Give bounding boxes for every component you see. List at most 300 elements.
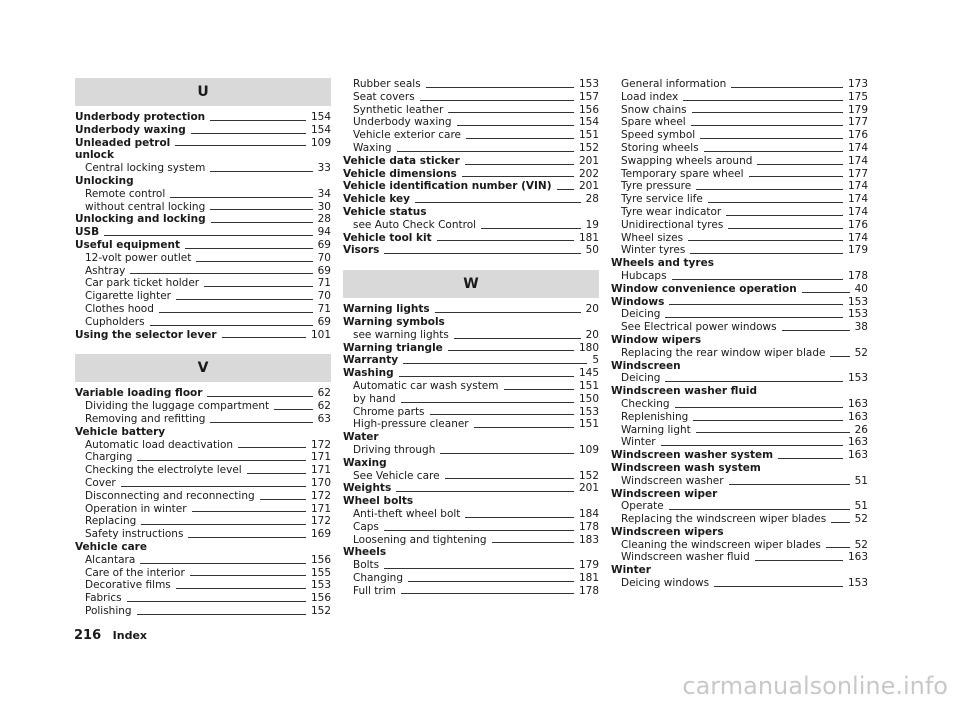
index-subentry[interactable]: [75, 439, 331, 452]
page-reference[interactable]: 172: [310, 489, 331, 502]
index-subentry[interactable]: [343, 585, 599, 598]
page-reference[interactable]: 174: [847, 193, 868, 206]
index-subentry[interactable]: [611, 321, 868, 334]
index-entry: [343, 206, 599, 219]
page-reference[interactable]: 171: [310, 502, 331, 515]
page-reference[interactable]: 179: [578, 559, 599, 572]
leader-line: [175, 145, 306, 146]
page-reference[interactable]: 33: [317, 162, 331, 175]
page-reference[interactable]: 163: [847, 449, 868, 462]
leader-line: [176, 299, 313, 300]
page-reference[interactable]: 157: [578, 90, 599, 103]
page-reference[interactable]: 177: [847, 116, 868, 129]
page-reference[interactable]: 163: [847, 551, 868, 564]
index-subentry[interactable]: [611, 347, 868, 360]
entry-term: Full trim: [353, 584, 396, 597]
entry-term: USB: [75, 226, 100, 239]
entry-term: Safety instructions: [85, 528, 184, 541]
page-reference[interactable]: 153: [847, 372, 868, 385]
entry-term: Synthetic leather: [353, 103, 444, 116]
page-reference[interactable]: 150: [578, 392, 599, 405]
entry-term: Winter tyres: [621, 244, 686, 257]
index-subentry[interactable]: [611, 129, 868, 142]
page-reference[interactable]: 177: [847, 167, 868, 180]
index-entry[interactable]: [611, 449, 868, 462]
page-reference[interactable]: 169: [310, 528, 331, 541]
page-reference[interactable]: 145: [578, 367, 599, 380]
entry-term: Warranty: [343, 354, 399, 367]
leader-line: [457, 125, 574, 126]
leader-line: [826, 547, 850, 548]
index-subentry[interactable]: [75, 252, 331, 265]
page-reference[interactable]: 151: [578, 129, 599, 142]
entry-term: Vehicle care: [75, 540, 147, 553]
index-subentry[interactable]: [343, 508, 599, 521]
index-subentry[interactable]: [343, 572, 599, 585]
page-reference[interactable]: 51: [854, 474, 868, 487]
entry-term: see warning lights: [353, 328, 449, 341]
index-subentry[interactable]: [611, 78, 868, 91]
page-reference[interactable]: 172: [310, 515, 331, 528]
page-reference[interactable]: 51: [854, 500, 868, 513]
index-subentry[interactable]: [343, 521, 599, 534]
leader-line: [445, 478, 574, 479]
index-subentry[interactable]: [343, 470, 599, 483]
page-reference[interactable]: 163: [847, 436, 868, 449]
page-reference[interactable]: 19: [585, 218, 599, 231]
index-subentry[interactable]: [343, 444, 599, 457]
entry-term: Windscreen washer fluid: [621, 551, 750, 564]
page-reference[interactable]: 179: [847, 103, 868, 116]
leader-line: [247, 473, 306, 474]
leader-line: [238, 447, 306, 448]
index-entry[interactable]: [75, 111, 331, 124]
index-entry[interactable]: [75, 239, 331, 252]
leader-line: [557, 189, 574, 190]
entry-term: Central locking system: [85, 162, 206, 175]
entry-term: Windscreen wiper: [611, 487, 718, 500]
index-subentry[interactable]: [611, 577, 868, 590]
leader-line: [159, 312, 313, 313]
index-subentry[interactable]: [343, 406, 599, 419]
entry-term: Deicing windows: [621, 577, 710, 590]
index-subentry[interactable]: [75, 592, 331, 605]
page-reference[interactable]: 163: [847, 397, 868, 410]
page-reference[interactable]: 154: [310, 111, 331, 123]
entry-term: High-pressure cleaner: [353, 418, 469, 431]
index-subentry[interactable]: [75, 515, 331, 528]
page-reference[interactable]: 20: [585, 303, 599, 316]
leader-line: [481, 228, 581, 229]
leader-line: [454, 338, 581, 339]
page-reference[interactable]: 71: [317, 277, 331, 290]
index-subentry[interactable]: [75, 477, 331, 490]
entry-term: Cupholders: [85, 315, 145, 328]
page-reference[interactable]: 156: [310, 592, 331, 605]
index-subentry[interactable]: [611, 513, 868, 526]
leader-line: [440, 453, 574, 454]
page-reference[interactable]: 153: [310, 579, 331, 592]
index-entry: [75, 426, 331, 439]
leader-line: [384, 530, 574, 531]
index-entry[interactable]: [343, 232, 599, 245]
index-subentry[interactable]: [343, 91, 599, 104]
index-subentry[interactable]: [343, 142, 599, 155]
page-reference[interactable]: 26: [854, 423, 868, 436]
index-entry[interactable]: [75, 387, 331, 400]
page-reference[interactable]: 151: [578, 418, 599, 431]
page-reference[interactable]: 180: [578, 341, 599, 354]
entry-term: Tyre wear indicator: [621, 205, 722, 218]
index-subentry[interactable]: [75, 579, 331, 592]
page-reference[interactable]: 174: [847, 231, 868, 244]
page-reference[interactable]: 52: [854, 538, 868, 551]
page-reference[interactable]: 5: [592, 354, 599, 367]
leader-line: [729, 484, 850, 485]
index-subentry[interactable]: [611, 206, 868, 219]
index-subentry[interactable]: [611, 308, 868, 321]
leader-line: [669, 509, 850, 510]
page-reference[interactable]: 172: [310, 438, 331, 451]
index-subentry[interactable]: [611, 270, 868, 283]
leader-line: [274, 409, 312, 410]
entry-term: Storing wheels: [621, 141, 699, 154]
leader-line: [448, 112, 574, 113]
page-reference[interactable]: 170: [310, 476, 331, 489]
index-subentry[interactable]: [75, 400, 331, 413]
index-subentry[interactable]: [611, 475, 868, 488]
page-reference[interactable]: 153: [847, 295, 868, 308]
page-reference[interactable]: 202: [578, 167, 599, 180]
entry-term: Fabrics: [85, 592, 122, 605]
page-reference[interactable]: 62: [317, 400, 331, 413]
leader-line: [210, 209, 312, 210]
index-subentry[interactable]: [611, 193, 868, 206]
entry-term: Wheels: [343, 546, 387, 559]
index-entry[interactable]: [343, 482, 599, 495]
leader-line: [210, 422, 312, 423]
page-reference[interactable]: 201: [578, 482, 599, 495]
page-reference[interactable]: 174: [847, 141, 868, 154]
index-subentry[interactable]: [611, 436, 868, 449]
index-entry[interactable]: [343, 168, 599, 181]
index-column-3: [611, 78, 868, 590]
page-reference[interactable]: 40: [854, 282, 868, 295]
page-reference[interactable]: 152: [578, 141, 599, 154]
index-subentry[interactable]: [75, 265, 331, 278]
entry-term: Replenishing: [621, 410, 689, 423]
entry-term: Warning triangle: [343, 341, 443, 354]
index-entry[interactable]: [343, 244, 599, 257]
index-subentry[interactable]: [611, 104, 868, 117]
leader-line: [192, 511, 306, 512]
entry-term: Caps: [353, 520, 379, 533]
entry-term: Warning light: [621, 423, 691, 436]
entry-term: Speed symbol: [621, 129, 696, 142]
index-subentry[interactable]: [343, 393, 599, 406]
page-reference[interactable]: 52: [854, 513, 868, 526]
index-subentry[interactable]: [611, 539, 868, 552]
index-subentry[interactable]: [611, 424, 868, 437]
leader-line: [755, 560, 843, 561]
page-reference[interactable]: 69: [317, 238, 331, 251]
index-subentry[interactable]: [343, 534, 599, 547]
page-reference[interactable]: 20: [585, 328, 599, 341]
entry-term: Swapping wheels around: [621, 154, 753, 167]
page-reference[interactable]: 156: [310, 553, 331, 566]
entry-term: Waxing: [353, 141, 392, 154]
index-entry[interactable]: [611, 296, 868, 309]
index-subentry[interactable]: [75, 290, 331, 303]
page-reference[interactable]: 176: [847, 129, 868, 142]
page-footer: [74, 628, 147, 643]
entry-term: Underbody protection: [75, 111, 206, 123]
index-entry[interactable]: [343, 193, 599, 206]
page-reference[interactable]: 63: [317, 412, 331, 425]
index-entry: [611, 334, 868, 347]
index-subentry[interactable]: [75, 162, 331, 175]
index-entry[interactable]: [75, 226, 331, 239]
page-reference[interactable]: 152: [578, 469, 599, 482]
leader-line: [140, 563, 306, 564]
leader-line: [204, 286, 313, 287]
index-entry[interactable]: [611, 283, 868, 296]
page-reference[interactable]: 69: [317, 264, 331, 277]
leader-line: [396, 491, 574, 492]
leader-line: [688, 240, 843, 241]
entry-term: Temporary spare wheel: [621, 167, 744, 180]
entry-term: Winter: [621, 436, 656, 449]
entry-term: Chrome parts: [353, 405, 425, 418]
entry-term: Underbody waxing: [353, 116, 452, 129]
page-reference[interactable]: 184: [578, 507, 599, 520]
leader-line: [150, 325, 313, 326]
page-reference[interactable]: 153: [847, 577, 868, 590]
entry-term: Variable loading floor: [75, 387, 203, 400]
index-subentry[interactable]: [611, 155, 868, 168]
index-entry[interactable]: [75, 213, 331, 226]
index-subentry[interactable]: [343, 380, 599, 393]
leader-line: [669, 304, 843, 305]
entry-term: Useful equipment: [75, 238, 180, 251]
index-entry: [343, 495, 599, 508]
leader-line: [401, 593, 574, 594]
page-reference[interactable]: 62: [317, 387, 331, 400]
section-letter: V: [75, 354, 331, 382]
index-subentry[interactable]: [343, 418, 599, 431]
index-subentry[interactable]: [75, 451, 331, 464]
page-reference[interactable]: 154: [310, 123, 331, 136]
page-reference[interactable]: 153: [578, 405, 599, 418]
page-reference[interactable]: 181: [578, 571, 599, 584]
page-reference[interactable]: 201: [578, 154, 599, 167]
page-reference[interactable]: 178: [578, 584, 599, 597]
page-reference[interactable]: 151: [578, 379, 599, 392]
page-reference[interactable]: 201: [578, 180, 599, 193]
leader-line: [137, 614, 306, 615]
page-reference[interactable]: 109: [310, 136, 331, 149]
page-reference[interactable]: 176: [847, 218, 868, 231]
index-subentry[interactable]: [343, 78, 599, 91]
index-entry: [611, 526, 868, 539]
leader-line: [430, 414, 574, 415]
entry-term: Cleaning the windscreen wiper blades: [621, 538, 821, 551]
page-reference[interactable]: 174: [847, 180, 868, 193]
index-entry: [343, 546, 599, 559]
page-reference[interactable]: 101: [310, 328, 331, 341]
index-subentry[interactable]: [611, 398, 868, 411]
index-entry[interactable]: [75, 137, 331, 150]
leader-line: [188, 537, 306, 538]
page-reference[interactable]: 175: [847, 90, 868, 103]
entry-term: Dividing the luggage compartment: [85, 400, 270, 413]
leader-line: [778, 458, 843, 459]
index-subentry[interactable]: [611, 551, 868, 564]
leader-line: [492, 542, 574, 543]
index-subentry[interactable]: [343, 329, 599, 342]
page-reference[interactable]: 171: [310, 451, 331, 464]
page-reference[interactable]: 38: [854, 321, 868, 334]
entry-term: Load index: [621, 90, 679, 103]
index-entry[interactable]: [343, 354, 599, 367]
page-reference[interactable]: 69: [317, 315, 331, 328]
entry-term: Automatic car wash system: [353, 379, 499, 392]
entry-term: Bolts: [353, 559, 380, 572]
index-subentry[interactable]: [75, 490, 331, 503]
index-subentry[interactable]: [343, 219, 599, 232]
index-entry: [611, 564, 868, 577]
page-reference[interactable]: 171: [310, 464, 331, 477]
entry-term: Spare wheel: [621, 116, 686, 129]
leader-line: [726, 215, 843, 216]
index-subentry[interactable]: [611, 411, 868, 424]
leader-line: [185, 248, 313, 249]
leader-line: [683, 100, 843, 101]
entry-term: Automatic load deactivation: [85, 438, 234, 451]
index-subentry[interactable]: [343, 129, 599, 142]
page-reference[interactable]: 30: [317, 200, 331, 213]
leader-line: [170, 197, 312, 198]
index-entry[interactable]: [343, 180, 599, 193]
index-subentry[interactable]: [611, 372, 868, 385]
leader-line: [691, 125, 843, 126]
page-reference[interactable]: 152: [310, 604, 331, 617]
leader-line: [127, 601, 306, 602]
page-reference[interactable]: 153: [578, 78, 599, 90]
page-reference[interactable]: 154: [578, 116, 599, 129]
index-subentry[interactable]: [75, 201, 331, 214]
entry-term: Cigarette lighter: [85, 290, 171, 303]
page-reference[interactable]: 179: [847, 244, 868, 257]
leader-line: [137, 460, 305, 461]
index-subentry[interactable]: [611, 232, 868, 245]
index-subentry[interactable]: [611, 500, 868, 513]
index-subentry[interactable]: [611, 244, 868, 257]
page-reference[interactable]: 70: [317, 290, 331, 303]
index-entry[interactable]: [343, 367, 599, 380]
index-entry[interactable]: [343, 155, 599, 168]
entry-term: Vehicle battery: [75, 425, 166, 438]
entry-term: Window wipers: [611, 333, 702, 346]
page-reference[interactable]: 52: [854, 346, 868, 359]
page-reference[interactable]: 155: [310, 566, 331, 579]
page-reference[interactable]: 156: [578, 103, 599, 116]
leader-line: [207, 396, 312, 397]
entry-term: Operate: [621, 500, 664, 513]
page-reference[interactable]: 109: [578, 443, 599, 456]
entry-term: Unlocking and locking: [75, 213, 206, 226]
index-subentry[interactable]: [343, 559, 599, 572]
leader-line: [448, 350, 574, 351]
entry-term: Deicing: [621, 308, 661, 321]
page-reference[interactable]: 174: [847, 154, 868, 167]
page-reference[interactable]: 70: [317, 251, 331, 264]
index-subentry[interactable]: [611, 116, 868, 129]
entry-term: Windscreen wash system: [611, 461, 761, 474]
page-reference[interactable]: 178: [578, 520, 599, 533]
index-entry[interactable]: [343, 303, 599, 316]
index-subentry[interactable]: [75, 554, 331, 567]
entry-term: Replacing the windscreen wiper blades: [621, 513, 827, 526]
index-subentry[interactable]: [75, 303, 331, 316]
index-subentry[interactable]: [75, 528, 331, 541]
index-entry: [343, 316, 599, 329]
index-subentry[interactable]: [75, 188, 331, 201]
index-subentry[interactable]: [75, 464, 331, 477]
index-subentry[interactable]: [611, 219, 868, 232]
index-subentry[interactable]: [343, 116, 599, 129]
entry-term: Remote control: [85, 187, 166, 200]
index-entry[interactable]: [343, 342, 599, 355]
index-entry[interactable]: [75, 124, 331, 137]
page-reference[interactable]: 50: [585, 244, 599, 257]
page-reference[interactable]: 181: [578, 231, 599, 244]
index-subentry[interactable]: [75, 277, 331, 290]
index-subentry[interactable]: [611, 142, 868, 155]
page-reference[interactable]: 28: [585, 193, 599, 206]
entry-term: Loosening and tightening: [353, 533, 487, 546]
index-subentry[interactable]: [75, 316, 331, 329]
index-subentry[interactable]: [611, 180, 868, 193]
page-reference[interactable]: 94: [317, 226, 331, 239]
index-entry[interactable]: [75, 329, 331, 342]
page-reference[interactable]: 174: [847, 205, 868, 218]
section-label: Index: [112, 629, 147, 642]
entry-term: Removing and refitting: [85, 412, 206, 425]
index-subentry[interactable]: [75, 605, 331, 618]
page-reference[interactable]: 34: [317, 187, 331, 200]
index-subentry[interactable]: [611, 91, 868, 104]
page-reference[interactable]: 71: [317, 302, 331, 315]
index-subentry[interactable]: [75, 503, 331, 516]
entry-term: See Electrical power windows: [621, 321, 777, 334]
leader-line: [176, 588, 306, 589]
leader-line: [731, 87, 843, 88]
entry-term: Cover: [85, 476, 116, 489]
index-subentry[interactable]: [75, 567, 331, 580]
leader-line: [104, 235, 313, 236]
page-reference[interactable]: 178: [847, 269, 868, 282]
index-subentry[interactable]: [343, 104, 599, 117]
index-subentry[interactable]: [611, 168, 868, 181]
index-subentry[interactable]: [75, 413, 331, 426]
leader-line: [121, 486, 306, 487]
page-reference[interactable]: 28: [317, 213, 331, 226]
page-reference[interactable]: 163: [847, 410, 868, 423]
page-reference[interactable]: 173: [847, 78, 868, 90]
page-reference[interactable]: 153: [847, 308, 868, 321]
page-reference[interactable]: 183: [578, 533, 599, 546]
